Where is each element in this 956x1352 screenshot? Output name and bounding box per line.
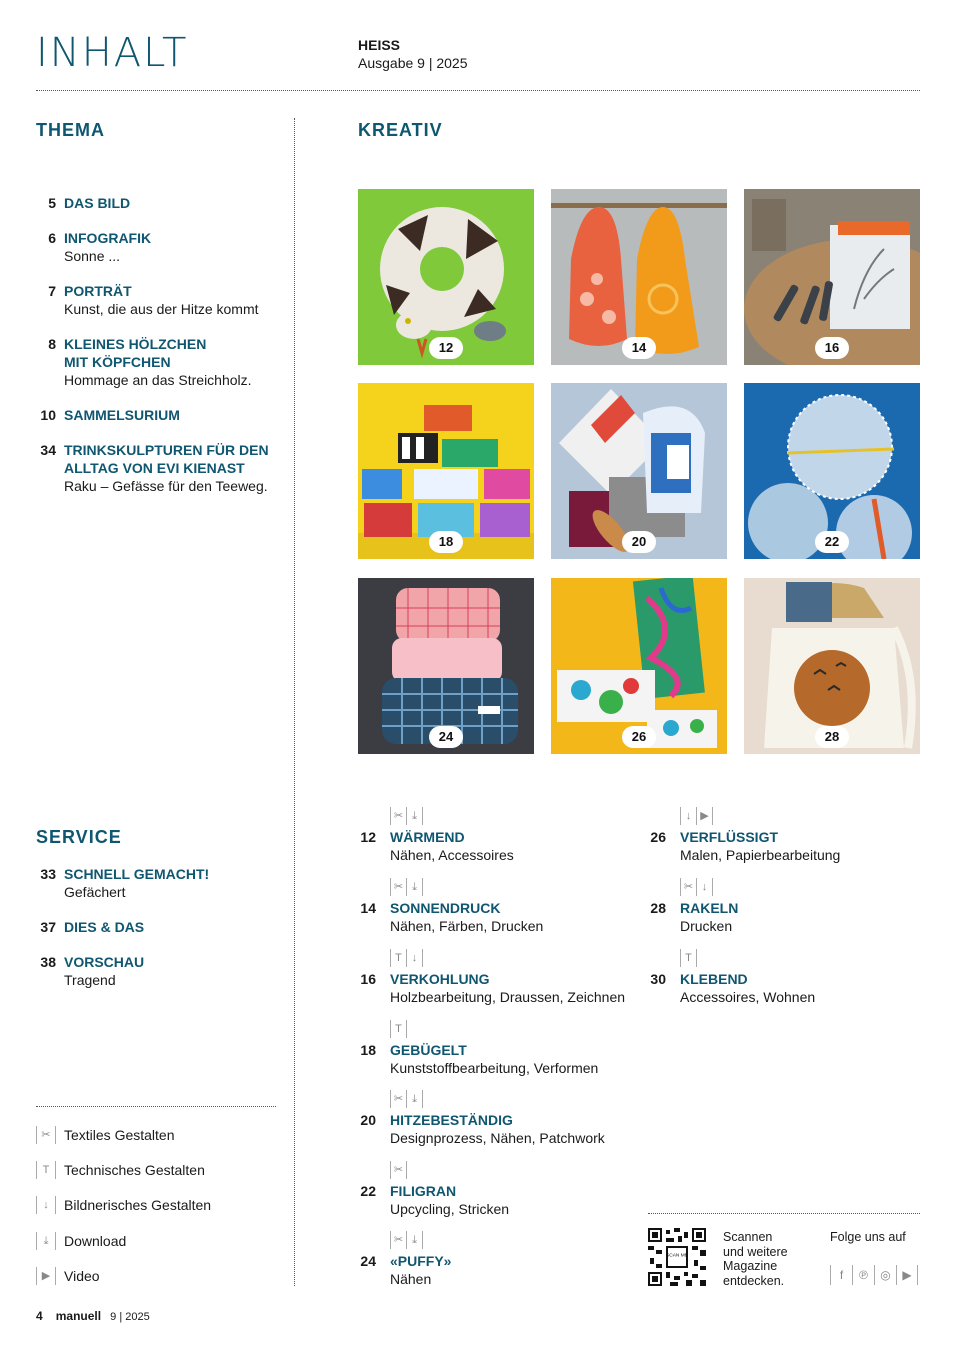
qr-caption: SCAN ME [666,1253,688,1259]
kreativ-title: SONNENDRUCK [390,900,501,916]
toc-title: TRINKSKULPTUREN FÜR DEN [64,442,269,458]
scan-line: Scannen [723,1230,773,1244]
kreativ-page: 24 [360,1253,376,1269]
scan-line: und weitere [723,1244,788,1259]
promo-divider [648,1213,920,1214]
toc-title: PORTRÄT [64,283,132,299]
toc-page: 33 [40,866,56,882]
tile-image[interactable] [551,383,727,559]
kreativ-title: KLEBEND [680,971,748,987]
pencil-icon: ↓ [696,878,713,896]
pencil-icon: ↓ [36,1196,56,1214]
pinterest-icon[interactable]: ℗ [852,1265,874,1285]
page-badge: 26 [622,726,656,748]
tile-image[interactable] [551,578,727,754]
kreativ-subtitle: Malen, Papierbearbeitung [680,847,841,863]
kreativ-title: RAKELN [680,900,739,916]
textile-icon: ✂ [390,807,406,825]
toc-subtitle: Gefächert [64,884,126,900]
category-icons [390,807,423,825]
category-icons [390,1090,423,1108]
toc-page: 37 [40,919,56,935]
technical-icon: T [390,1020,407,1038]
download-icon: ⤓ [406,807,423,825]
kreativ-page: 22 [360,1183,376,1199]
magazine-topic: HEISS [358,37,401,53]
follow-label: Folge uns auf [830,1230,906,1244]
page-badge: 12 [429,337,463,359]
download-icon: ⤓ [406,1231,423,1249]
toc-page: 5 [48,195,56,211]
toc-title: DAS BILD [64,195,131,211]
page-badge: 18 [429,531,463,553]
kreativ-page: 30 [650,971,666,987]
kreativ-subtitle: Designprozess, Nähen, Patchwork [390,1130,605,1146]
instagram-icon[interactable]: ◎ [874,1265,896,1285]
category-icons [390,1231,423,1249]
kreativ-title: VERKOHLUNG [390,971,490,987]
page-footer [36,1309,150,1323]
page-badge: 14 [622,337,656,359]
scan-line: Magazine [723,1259,778,1273]
qr-code[interactable] [648,1228,706,1286]
toc-title: INFOGRAFIK [64,230,152,246]
kreativ-heading: KREATIV [358,120,443,140]
page-badge: 28 [815,726,849,748]
toc-subtitle: Raku – Gefässe für den Teeweg. [64,478,268,494]
pencil-icon: ↓ [406,949,423,967]
textile-icon: ✂ [390,878,406,896]
textile-icon: ✂ [390,1231,406,1249]
facebook-icon[interactable]: f [830,1265,852,1285]
kreativ-subtitle: Nähen, Accessoires [390,847,514,863]
social-links [830,1265,918,1285]
toc-title: SAMMELSURIUM [64,407,180,423]
toc-subtitle: Kunst, die aus der Hitze kommt [64,301,259,317]
scan-text [723,1230,819,1288]
toc-title: SCHNELL GEMACHT! [64,866,210,882]
kreativ-page: 28 [650,900,666,916]
category-icons [390,878,423,896]
toc-subtitle: Sonne ... [64,248,121,264]
textile-icon: ✂ [680,878,696,896]
kreativ-title: WÄRMEND [390,829,465,845]
tile-image[interactable] [744,189,920,365]
category-icons [390,1020,407,1038]
kreativ-subtitle: Upcycling, Stricken [390,1201,510,1217]
page-badge: 22 [815,531,849,553]
page-badge: 24 [429,726,463,748]
kreativ-page: 26 [650,829,666,845]
tile-image[interactable] [744,578,920,754]
footer-brand: manuell [55,1309,102,1323]
legend-label: Download [64,1233,127,1249]
kreativ-subtitle: Nähen [390,1271,432,1287]
page-title: INHALT [36,30,189,76]
image-grid [358,189,920,754]
issue-info [358,36,468,72]
pencil-icon: ↓ [680,807,696,825]
toc-subtitle: Tragend [64,972,116,988]
download-icon: ⤓ [406,878,423,896]
page-badge: 16 [815,337,849,359]
category-icons [680,807,713,825]
kreativ-page: 16 [360,971,376,987]
toc-page: 10 [40,407,56,423]
toc-title: VORSCHAU [64,954,145,970]
kreativ-subtitle: Drucken [680,918,733,934]
category-icons [680,949,697,967]
toc-page: 38 [40,954,56,970]
legend-label: Technisches Gestalten [64,1162,205,1178]
download-icon: ⤓ [36,1232,56,1250]
technical-icon: T [680,949,697,967]
kreativ-title: VERFLÜSSIGT [680,829,779,845]
tile-image[interactable] [744,383,920,559]
toc-page: 34 [40,442,56,458]
technical-icon: T [390,949,406,967]
download-icon: ⤓ [406,1090,423,1108]
legend-label: Textiles Gestalten [64,1127,175,1143]
toc-page: 6 [48,230,56,246]
kreativ-page: 12 [360,829,376,845]
toc-title: MIT KÖPFCHEN [64,354,171,370]
category-icons [390,1161,407,1179]
thema-heading: THEMA [36,120,105,140]
tile-image[interactable] [358,189,534,365]
header-divider [36,90,920,91]
textile-icon: ✂ [36,1126,56,1144]
textile-icon: ✂ [390,1090,406,1108]
category-icons [390,949,423,967]
kreativ-subtitle: Holzbearbeitung, Draussen, Zeichnen [390,989,626,1005]
issue-label: Ausgabe 9 | 2025 [358,55,468,71]
service-heading: SERVICE [36,827,122,847]
kreativ-title: HITZEBESTÄNDIG [390,1112,513,1128]
tile-image[interactable] [358,383,534,559]
kreativ-subtitle: Accessoires, Wohnen [680,989,816,1005]
kreativ-title: GEBÜGELT [390,1042,467,1058]
toc-title: ALLTAG VON EVI KIENAST [64,460,245,476]
tile-image[interactable] [551,189,727,365]
scan-line: entdecken. [723,1273,785,1288]
toc-page: 7 [48,283,56,299]
tile-image[interactable] [358,578,534,754]
kreativ-page: 20 [360,1112,376,1128]
technical-icon: T [36,1161,56,1179]
youtube-icon[interactable]: ▶ [896,1265,918,1285]
toc-title: DIES & DAS [64,919,145,935]
column-divider [294,118,295,1286]
legend-divider [36,1106,276,1107]
toc-subtitle: Hommage an das Streichholz. [64,372,252,388]
toc-title: KLEINES HÖLZCHEN [64,336,207,352]
video-icon: ▶ [36,1267,56,1285]
video-icon: ▶ [696,807,713,825]
kreativ-title: «PUFFY» [390,1253,452,1269]
kreativ-page: 14 [360,900,376,916]
textile-icon: ✂ [390,1161,407,1179]
page-badge: 20 [622,531,656,553]
legend-label: Bildnerisches Gestalten [64,1197,212,1213]
toc-page: 8 [48,336,56,352]
footer-issue: 9 | 2025 [110,1311,150,1323]
category-icons [680,878,713,896]
kreativ-title: FILIGRAN [390,1183,457,1199]
legend-label: Video [64,1268,100,1284]
kreativ-page: 18 [360,1042,376,1058]
kreativ-subtitle: Kunststoffbearbeitung, Verformen [390,1060,599,1076]
footer-page-number: 4 [36,1309,43,1323]
kreativ-subtitle: Nähen, Färben, Drucken [390,918,544,934]
